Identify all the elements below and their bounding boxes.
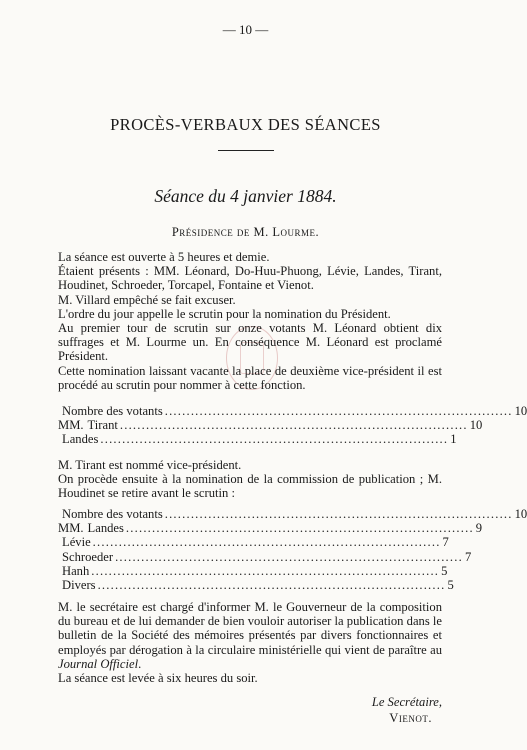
dot-leader: ................................................................................ <box>91 563 440 578</box>
paragraph: La séance est ouverte à 5 heures et demie. <box>58 250 270 264</box>
vote-row <box>58 432 457 447</box>
paragraph: M. Villard empêché se fait excuser. <box>58 292 236 307</box>
signature-role: Le Secrétaire, <box>371 695 442 709</box>
vote-row <box>58 521 483 536</box>
vote-label: Schroeder <box>62 549 114 564</box>
vote-count: 10 <box>469 418 483 433</box>
vote-row <box>58 549 472 564</box>
vote-prefix: MM. <box>58 521 84 536</box>
vote-count: 5 <box>447 577 454 592</box>
vote-count: 9 <box>475 521 483 536</box>
paragraph: On procède ensuite à la nomination de la commission de publication ; M. Houdinet se retire avant le scrutin : <box>58 472 442 501</box>
paragraph: Cette nomination laissant vacante la place de deuxième vice-président il est procédé au scrutin pour nommer à cette fonction. <box>58 363 442 392</box>
vote-label: Nombre des votants <box>62 404 163 418</box>
title-rule <box>218 150 274 151</box>
vote-table-commission <box>58 507 527 592</box>
signature-name: Vienot. <box>389 711 432 725</box>
page-number: — 10 — <box>222 22 269 37</box>
paragraph-text: M. le secrétaire est chargé d'informer M. le Gouverneur de la composition du bureau et de lui demander de bien vouloir autoriser la publication dans le bulletin de la Société des mémoires présentés par divers fonctionnaires et employés par dérogation à la circulaire ministérielle qui vient de paraître au Journal Officiel. <box>58 600 442 671</box>
dot-leader: ................................................................................ <box>115 549 463 564</box>
vote-label: Divers <box>62 577 96 592</box>
journal-title: Journal Officiel <box>58 656 139 671</box>
vote-row <box>58 577 454 592</box>
signature-block <box>0 694 442 726</box>
vote-row <box>58 418 483 433</box>
paragraph: Étaient présents : MM. Léonard, Do-Huu-Phuong, Lévie, Landes, Tirant, Houdinet, Schroeder, Torcapel, Fontaine et Vienot. <box>58 264 442 293</box>
dot-leader: ................................................................................ <box>97 577 446 592</box>
vote-count: 5 <box>441 563 448 578</box>
vote-prefix: MM. <box>58 418 84 433</box>
dot-leader: ................................................................................ <box>92 535 441 550</box>
vote-table-vice-president <box>58 404 527 447</box>
vote-label: Landes <box>87 521 124 536</box>
minutes-block-1 <box>58 250 442 392</box>
dot-leader: ................................................................................ <box>125 521 474 536</box>
vote-row <box>58 404 527 418</box>
dot-leader: ................................................................................ <box>119 418 468 433</box>
paragraph <box>58 600 442 671</box>
vote-row <box>58 507 527 521</box>
vote-label: Hanh <box>62 563 90 578</box>
paragraph: Au premier tour de scrutin sur onze votants M. Léonard obtient dix suffrages et M. Lourme un. En conséquence M. Léonard est proclamé Président. <box>58 321 442 364</box>
vote-count: 1 <box>450 432 457 447</box>
vote-label: Nombre des votants <box>62 507 163 521</box>
dot-leader: ................................................................................ <box>164 507 513 521</box>
vote-count: 10 <box>514 404 527 418</box>
minutes-block-2 <box>58 458 442 501</box>
seance-title: Séance du 4 janvier 1884. <box>154 186 337 206</box>
page-title: PROCÈS-VERBAUX DES SÉANCES <box>110 115 381 134</box>
minutes-block-3 <box>58 600 442 685</box>
vote-row <box>58 535 449 550</box>
vote-label: Landes <box>62 432 99 447</box>
vote-label: Lévie <box>62 535 91 550</box>
vote-label: Tirant <box>87 418 118 433</box>
paragraph: La séance est levée à six heures du soir. <box>58 671 258 686</box>
vote-row <box>58 563 448 578</box>
dot-leader: ................................................................................ <box>164 404 513 418</box>
vote-count: 10 <box>514 507 527 521</box>
dot-leader: ................................................................................ <box>100 432 449 447</box>
paragraph: L'ordre du jour appelle le scrutin pour la nomination du Président. <box>58 306 391 321</box>
vote-count: 7 <box>442 535 449 550</box>
presidence-line: Présidence de M. Lourme. <box>171 225 320 239</box>
paragraph: M. Tirant est nommé vice-président. <box>58 458 242 472</box>
vote-count: 7 <box>464 549 472 564</box>
